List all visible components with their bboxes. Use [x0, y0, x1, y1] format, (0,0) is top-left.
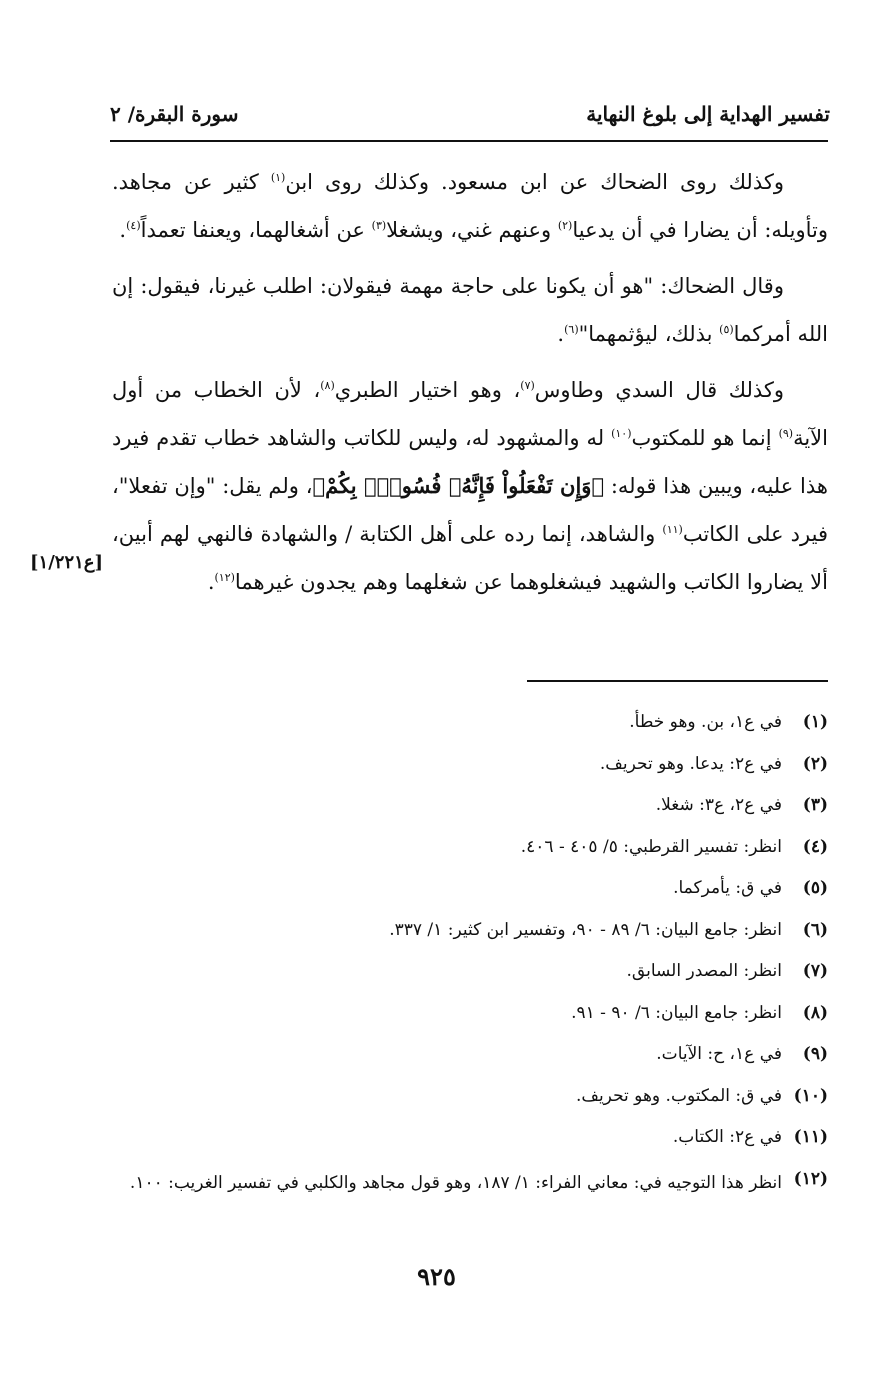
- text-run: وكذلك روى الضحاك عن ابن مسعود. وكذلك روى ابن: [285, 170, 784, 194]
- footnote-number: (٦): [802, 919, 828, 940]
- footnote-item: [112, 1159, 828, 1207]
- text-run: وقال الضحاك: "هو أن يكونا على حاجة مهمة فيقولان: اطلب غيرنا، فيقول: إن الله أمركما: [112, 274, 828, 346]
- footnote-text: انظر: المصدر السابق.: [626, 961, 782, 981]
- footnote-ref-2[interactable]: (٢): [557, 219, 573, 232]
- text-run: له والمشهود له، وليس للكاتب والشاهد خطاب تقدم فيرد هذا عليه، ويبين هذا قوله:: [112, 426, 828, 498]
- footnote-text: في ع٢، ع٣: شغلا.: [655, 795, 782, 815]
- running-header: [110, 96, 830, 136]
- text-run: وكذلك قال السدي وطاوس: [534, 378, 785, 402]
- text-run: بذلك، ليؤثمهما": [578, 322, 720, 346]
- footnote-item: [112, 785, 828, 827]
- footnote-number: (٧): [802, 961, 828, 981]
- header-divider: [110, 140, 828, 142]
- footnote-item: [112, 1076, 828, 1118]
- footnote-item: [112, 702, 828, 744]
- text-run: .: [207, 570, 215, 594]
- text-run: .: [557, 322, 565, 346]
- manuscript-margin-reference: [ع١/٢٢١]: [30, 552, 104, 573]
- text-run: ، لأن الخطاب من أول الآية: [112, 378, 828, 450]
- footnote-text: في ع٢: الكتاب.: [672, 1127, 782, 1147]
- footnote-number: (١١): [793, 1127, 828, 1147]
- footnote-ref-1[interactable]: (١): [270, 171, 286, 184]
- footnote-number: (١٢): [793, 1168, 828, 1189]
- footnote-text: انظر: جامع البيان: ٦/ ٨٩ - ٩٠، وتفسير ابن كثير: ١/ ٣٣٧.: [389, 919, 782, 940]
- footnote-text: في ق: يأمركما.: [673, 878, 782, 898]
- footnote-text: انظر: جامع البيان: ٦/ ٩٠ - ٩١.: [571, 1002, 782, 1023]
- book-title: تفسير الهداية إلى بلوغ النهاية: [586, 102, 830, 126]
- footnote-ref-7[interactable]: (٧): [520, 379, 535, 392]
- footnote-ref-11[interactable]: (١١): [662, 523, 683, 536]
- text-run: كثير عن مجاهد. وتأويله: أن يضارا في أن يدعيا: [112, 170, 828, 242]
- page-number: ٩٢٥: [417, 1262, 456, 1291]
- footnote-ref-10[interactable]: (١٠): [611, 427, 632, 440]
- footnote-text: انظر: تفسير القرطبي: ٥/ ٤٠٥ - ٤٠٦.: [520, 836, 782, 857]
- footnote-ref-5[interactable]: (٥): [719, 323, 734, 336]
- footnote-number: (٩): [802, 1044, 828, 1064]
- footnote-item: [112, 993, 828, 1035]
- footnote-item: [112, 827, 828, 869]
- footnote-ref-12[interactable]: (١٢): [214, 571, 235, 584]
- footnote-item: [112, 1117, 828, 1159]
- footnote-divider: [527, 680, 828, 682]
- footnote-number: (١٠): [793, 1085, 828, 1106]
- paragraph-3: [112, 366, 828, 606]
- text-run: .: [119, 218, 127, 242]
- footnote-item: [112, 1034, 828, 1076]
- footnote-text: انظر هذا التوجيه في: معاني الفراء: ١/ ١٨٧، وهو قول مجاهد والكلبي في تفسير الغريب: ١٠٠.: [129, 1172, 782, 1193]
- paragraph-2: [112, 262, 828, 358]
- footnote-item: [112, 910, 828, 952]
- text-run: ، ولم يقل: "وإن تفعلا"، فيرد على الكاتب: [112, 474, 828, 546]
- footnote-text: في ع١، ح: الآيات.: [656, 1044, 782, 1064]
- surah-label: سورة البقرة/ ٢: [110, 102, 239, 126]
- footnote-number: (١): [802, 712, 828, 732]
- footnote-item: [112, 951, 828, 993]
- footnote-text: في ع١، بن. وهو خطأ.: [629, 712, 782, 732]
- footnote-item: [112, 868, 828, 910]
- footnote-number: (٨): [802, 1002, 828, 1023]
- footnote-text: في ع٢: يدعا. وهو تحريف.: [599, 753, 782, 774]
- text-run: إنما هو للمكتوب: [631, 426, 779, 450]
- text-run: ، وهو اختيار الطبري: [334, 378, 521, 402]
- text-run: عن أشغالهما، ويعنفا تعمداً: [140, 218, 372, 242]
- main-text: [112, 158, 828, 614]
- quran-verse: ﴿وَإِن تَفْعَلُواْ فَإِنَّهُۥ فُسُوقُۢ بِكُمْ﴾: [312, 473, 605, 498]
- footnotes-list: [112, 702, 828, 1207]
- footnote-number: (٢): [802, 753, 828, 774]
- footnote-number: (٣): [802, 795, 828, 815]
- footnote-text: في ق: المكتوب. وهو تحريف.: [575, 1085, 782, 1106]
- text-run: وعنهم غني، ويشغلا: [386, 218, 558, 242]
- footnote-ref-9[interactable]: (٩): [778, 427, 794, 440]
- footnote-number: (٤): [802, 836, 828, 857]
- paragraph-1: [112, 158, 828, 254]
- footnote-ref-3[interactable]: (٣): [371, 219, 387, 232]
- text-run: والشاهد، إنما رده على أهل الكتابة / والشهادة فالنهي لهم أبين، ألا يضاروا الكاتب والشهيد فيشغلوهما عن شغلهما وهم يجدون غيرهما: [112, 522, 828, 594]
- footnote-number: (٥): [802, 878, 828, 898]
- footnote-ref-4[interactable]: (٤): [126, 219, 141, 232]
- footnote-ref-6[interactable]: (٦): [564, 323, 579, 336]
- footnote-item: [112, 744, 828, 786]
- footnote-ref-8[interactable]: (٨): [320, 379, 335, 392]
